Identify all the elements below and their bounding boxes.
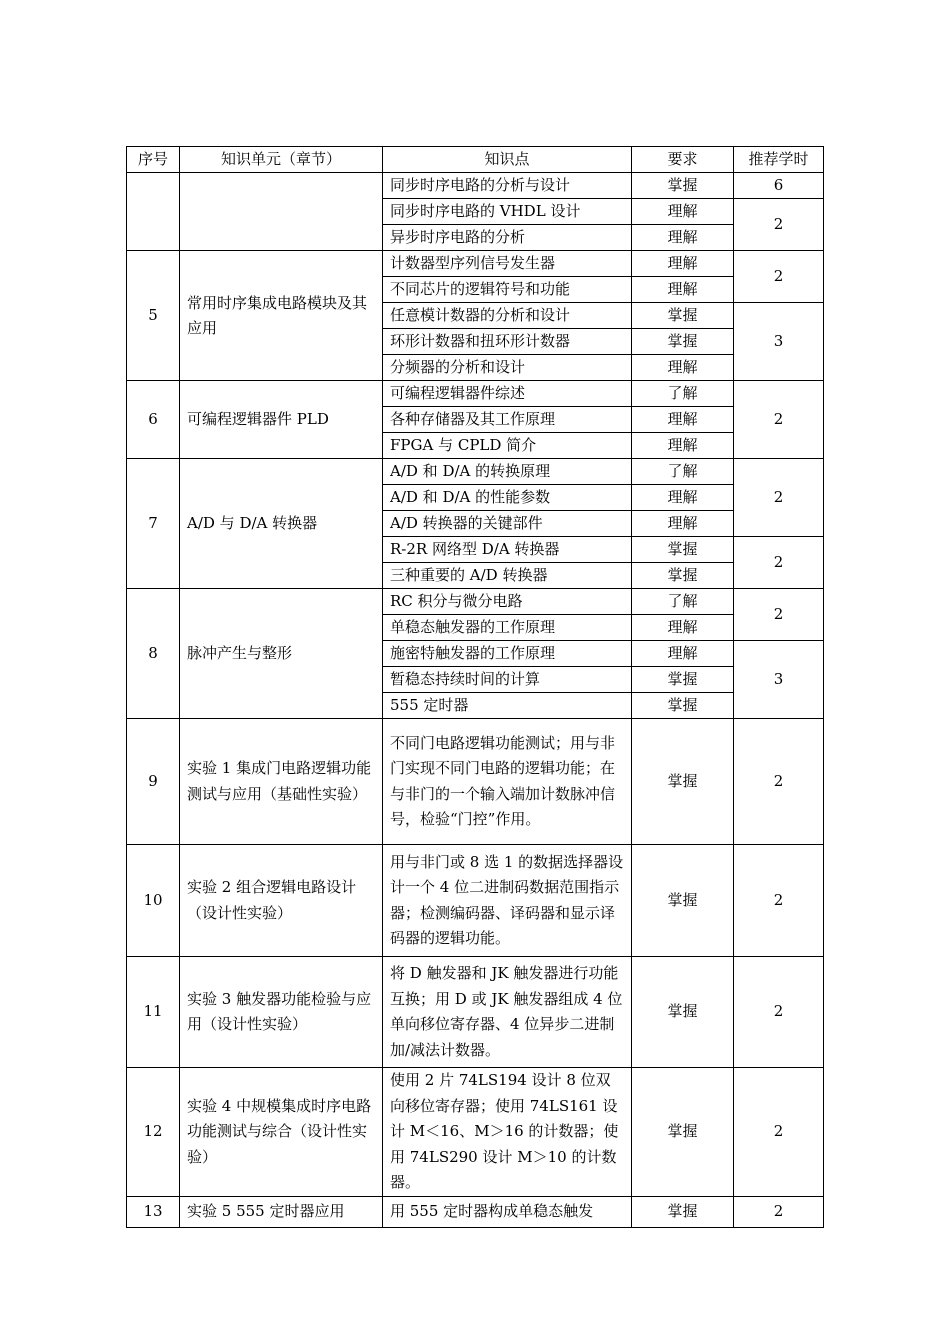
requirement-cell: 掌握 [632,1068,734,1197]
knowledge-point-cell: A/D 和 D/A 的性能参数 [383,485,632,511]
header-requirement: 要求 [632,147,734,173]
requirement-cell: 掌握 [632,1196,734,1227]
knowledge-point-cell: 可编程逻辑器件综述 [383,381,632,407]
table-row [127,251,824,277]
knowledge-point-cell: 异步时序电路的分析 [383,225,632,251]
knowledge-point-cell: 各种存储器及其工作原理 [383,407,632,433]
requirement-cell: 掌握 [632,537,734,563]
requirement-cell: 理解 [632,407,734,433]
knowledge-point-cell: A/D 和 D/A 的转换原理 [383,459,632,485]
knowledge-point-cell: FPGA 与 CPLD 简介 [383,433,632,459]
hours-cell: 2 [734,537,824,589]
requirement-cell: 理解 [632,615,734,641]
knowledge-point-cell: 三种重要的 A/D 转换器 [383,563,632,589]
hours-cell: 3 [734,641,824,719]
requirement-cell: 掌握 [632,845,734,957]
requirement-cell: 掌握 [632,693,734,719]
hours-cell: 2 [734,957,824,1068]
knowledge-point-cell: 555 定时器 [383,693,632,719]
knowledge-point-cell: 用 555 定时器构成单稳态触发 [383,1196,632,1227]
row-number-cell: 7 [127,459,180,589]
requirement-cell: 理解 [632,641,734,667]
hours-cell: 2 [734,1068,824,1197]
knowledge-unit-cell: 脉冲产生与整形 [180,589,383,719]
row-number-cell: 6 [127,381,180,459]
knowledge-unit-cell: 实验 2 组合逻辑电路设计（设计性实验） [180,845,383,957]
table-row [127,1196,824,1227]
knowledge-point-cell: R-2R 网络型 D/A 转换器 [383,537,632,563]
requirement-cell: 理解 [632,485,734,511]
knowledge-point-cell: 施密特触发器的工作原理 [383,641,632,667]
header-number: 序号 [127,147,180,173]
requirement-cell: 理解 [632,355,734,381]
knowledge-unit-cell: A/D 与 D/A 转换器 [180,459,383,589]
knowledge-unit-cell: 实验 1 集成门电路逻辑功能测试与应用（基础性实验） [180,719,383,845]
knowledge-point-cell: RC 积分与微分电路 [383,589,632,615]
knowledge-point-cell: 暂稳态持续时间的计算 [383,667,632,693]
header-knowledge-unit: 知识单元（章节） [180,147,383,173]
table-row [127,1068,824,1197]
hours-cell: 2 [734,251,824,303]
requirement-cell: 掌握 [632,957,734,1068]
table-body [127,173,824,1228]
knowledge-point-cell: 使用 2 片 74LS194 设计 8 位双向移位寄存器；使用 74LS161 设计 M＜16、M＞16 的计数器；使用 74LS290 设计 M＞10 的计数器。 [383,1068,632,1197]
hours-cell: 2 [734,199,824,251]
requirement-cell: 了解 [632,589,734,615]
requirement-cell: 掌握 [632,303,734,329]
requirement-cell: 掌握 [632,719,734,845]
knowledge-point-cell: A/D 转换器的关键部件 [383,511,632,537]
knowledge-point-cell: 单稳态触发器的工作原理 [383,615,632,641]
knowledge-point-cell: 任意模计数器的分析和设计 [383,303,632,329]
requirement-cell: 理解 [632,511,734,537]
course-knowledge-table [126,146,824,1228]
hours-cell: 2 [734,719,824,845]
knowledge-unit-cell: 可编程逻辑器件 PLD [180,381,383,459]
header-knowledge-point: 知识点 [383,147,632,173]
table-row [127,381,824,407]
knowledge-unit-cell: 实验 4 中规模集成时序电路功能测试与综合（设计性实验） [180,1068,383,1197]
knowledge-point-cell: 计数器型序列信号发生器 [383,251,632,277]
hours-cell: 2 [734,589,824,641]
knowledge-unit-cell [180,173,383,251]
knowledge-point-cell: 同步时序电路的分析与设计 [383,173,632,199]
knowledge-point-cell: 同步时序电路的 VHDL 设计 [383,199,632,225]
requirement-cell: 理解 [632,251,734,277]
table-row [127,845,824,957]
table-row [127,459,824,485]
row-number-cell: 8 [127,589,180,719]
hours-cell: 6 [734,173,824,199]
header-recommended-hours: 推荐学时 [734,147,824,173]
requirement-cell: 掌握 [632,667,734,693]
row-number-cell: 11 [127,957,180,1068]
knowledge-unit-cell: 实验 3 触发器功能检验与应用（设计性实验） [180,957,383,1068]
requirement-cell: 了解 [632,459,734,485]
table-row [127,173,824,199]
table-row [127,957,824,1068]
requirement-cell: 掌握 [632,563,734,589]
hours-cell: 3 [734,303,824,381]
table-row [127,719,824,845]
table-header-row [127,147,824,173]
table-row [127,589,824,615]
knowledge-point-cell: 用与非门或 8 选 1 的数据选择器设计一个 4 位二进制码数据范围指示器；检测编码器、译码器和显示译码器的逻辑功能。 [383,845,632,957]
hours-cell: 2 [734,381,824,459]
knowledge-point-cell: 环形计数器和扭环形计数器 [383,329,632,355]
knowledge-unit-cell: 实验 5 555 定时器应用 [180,1196,383,1227]
requirement-cell: 理解 [632,199,734,225]
hours-cell: 2 [734,845,824,957]
requirement-cell: 理解 [632,277,734,303]
row-number-cell: 9 [127,719,180,845]
requirement-cell: 理解 [632,433,734,459]
knowledge-point-cell: 不同门电路逻辑功能测试；用与非门实现不同门电路的逻辑功能；在与非门的一个输入端加计数脉冲信号，检验“门控”作用。 [383,719,632,845]
hours-cell: 2 [734,1196,824,1227]
knowledge-point-cell: 将 D 触发器和 JK 触发器进行功能互换；用 D 或 JK 触发器组成 4 位单向移位寄存器、4 位异步二进制加/减法计数器。 [383,957,632,1068]
requirement-cell: 掌握 [632,173,734,199]
hours-cell: 2 [734,459,824,537]
knowledge-point-cell: 不同芯片的逻辑符号和功能 [383,277,632,303]
row-number-cell: 12 [127,1068,180,1197]
requirement-cell: 理解 [632,225,734,251]
knowledge-point-cell: 分频器的分析和设计 [383,355,632,381]
row-number-cell: 10 [127,845,180,957]
requirement-cell: 掌握 [632,329,734,355]
requirement-cell: 了解 [632,381,734,407]
knowledge-unit-cell: 常用时序集成电路模块及其应用 [180,251,383,381]
row-number-cell: 5 [127,251,180,381]
row-number-cell: 13 [127,1196,180,1227]
row-number-cell [127,173,180,251]
